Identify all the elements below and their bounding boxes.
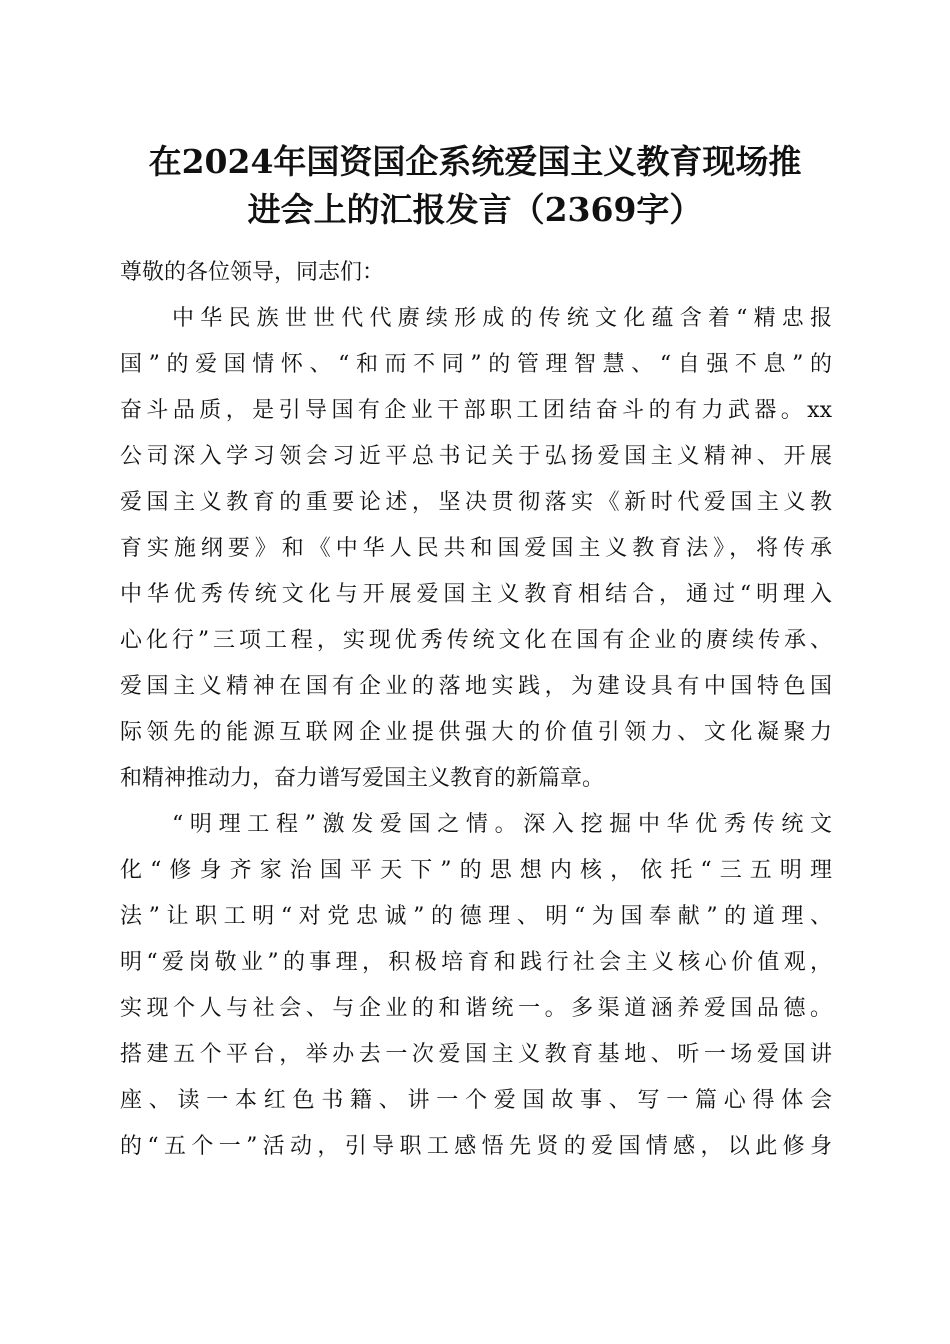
paragraph-1-line: 爱国主义教育的重要论述，坚决贯彻落实《新时代爱国主义教 [120, 490, 832, 515]
paragraph-1-line: 心化行”三项工程，实现优秀传统文化在国有企业的赓续传承、 [120, 628, 832, 653]
paragraph-2-line: “明理工程”激发爱国之情。深入挖掘中华优秀传统文 [172, 812, 832, 837]
document-title [100, 138, 850, 234]
paragraph-1-line: 和精神推动力，奋力谱写爱国主义教育的新篇章。 [120, 766, 605, 791]
paragraph-1-line: 中华民族世世代代赓续形成的传统文化蕴含着“精忠报 [172, 306, 832, 331]
paragraph-2-line: 法”让职工明“对党忠诚”的德理、明“为国奉献”的道理、 [120, 904, 832, 929]
paragraph-1-line: 国”的爱国情怀、“和而不同”的管理智慧、“自强不息”的 [120, 352, 832, 377]
paragraph-2-line: 明“爱岗敬业”的事理，积极培育和践行社会主义核心价值观， [120, 950, 832, 975]
paragraph-2-line: 化“修身齐家治国平天下”的思想内核，依托“三五明理 [120, 858, 832, 883]
title-line-1: 在2024年国资国企系统爱国主义教育现场推 [148, 142, 802, 181]
paragraph-1-line: 育实施纲要》和《中华人民共和国爱国主义教育法》，将传承 [120, 536, 832, 561]
paragraph-1-line: 奋斗品质，是引导国有企业干部职工团结奋斗的有力武器。xx [120, 398, 832, 423]
paragraph-1-line: 公司深入学习领会习近平总书记关于弘扬爱国主义精神、开展 [120, 444, 832, 469]
title-line-2: 进会上的汇报发言（2369字） [247, 190, 703, 229]
document-body [120, 250, 832, 1170]
paragraph-2-line: 座、读一本红色书籍、讲一个爱国故事、写一篇心得体会 [120, 1088, 832, 1113]
paragraph-1-line: 爱国主义精神在国有企业的落地实践，为建设具有中国特色国 [120, 674, 832, 699]
paragraph-2-line: 的“五个一”活动，引导职工感悟先贤的爱国情感，以此修身 [120, 1134, 832, 1159]
paragraph-2-line: 搭建五个平台，举办去一次爱国主义教育基地、听一场爱国讲 [120, 1042, 832, 1067]
paragraph-1-line: 中华优秀传统文化与开展爱国主义教育相结合，通过“明理入 [120, 582, 832, 607]
salutation: 尊敬的各位领导，同志们： [120, 260, 385, 285]
paragraph-1-line: 际领先的能源互联网企业提供强大的价值引领力、文化凝聚力 [120, 720, 832, 745]
paragraph-2-line: 实现个人与社会、与企业的和谐统一。多渠道涵养爱国品德。 [120, 996, 832, 1021]
